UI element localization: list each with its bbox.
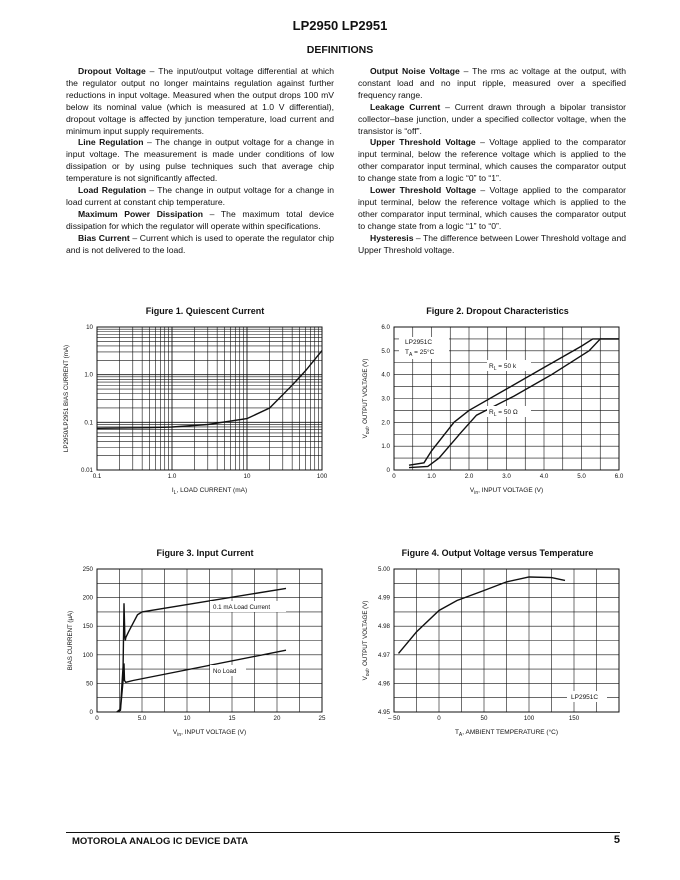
definition-paragraph [358, 102, 626, 138]
annotation-temp: $T_A = 25^\circ C$ [405, 349, 435, 358]
y-tick-label: 50 [86, 680, 93, 688]
page-number: 5 [613, 834, 620, 846]
x-tick-label: 3.0 [502, 473, 511, 480]
definition-term: Output Noise Voltage [370, 66, 460, 76]
x-axis-label: $I_L$, LOAD CURRENT (mA) [171, 487, 248, 496]
definition-text: – Voltage applied to the comparator input terminal, below the reference voltage which is applied to the other comparator input terminal, which causes the comparator output to change state from a logic “1” to “0”. [358, 185, 626, 231]
definition-text: – The difference between Lower Threshold voltage and Upper Threshold voltage. [358, 232, 626, 255]
series-label-noload: No Load [213, 668, 237, 675]
definition-text: – Voltage applied to the comparator input terminal, below the reference voltage which is applied to the other comparator input terminal, which causes the comparator output to change state from a logic “0” to “1”. [358, 137, 626, 184]
y-tick-label: 4.96 [377, 680, 390, 688]
y-tick-label: 4.97 [377, 651, 390, 659]
definition-paragraph [66, 209, 334, 233]
y-axis-label: $V_{out}$, OUTPUT VOLTAGE (V) [362, 600, 371, 681]
figure-2-dropout-characteristics [355, 306, 640, 506]
x-axis-label: $T_A$, AMBIENT TEMPERATURE (°C) [454, 729, 559, 738]
definition-paragraph [66, 66, 334, 137]
definition-term: Line Regulation [78, 137, 144, 148]
y-axis-label: $V_{out}$, OUTPUT VOLTAGE (V) [362, 358, 371, 439]
x-tick-label: 15 [228, 715, 236, 722]
definition-term: Maximum Power Dissipation [78, 208, 204, 219]
x-tick-label: 0.1 [92, 473, 102, 480]
x-tick-label: 50 [480, 715, 488, 722]
x-tick-label: 5.0 [137, 715, 147, 722]
y-tick-label: 6.0 [381, 324, 390, 331]
chart-svg [60, 306, 350, 506]
x-tick-label: – 50 [387, 715, 401, 722]
y-tick-label: 250 [82, 566, 93, 573]
y-tick-label: 0.1 [84, 419, 93, 427]
definition-paragraph [66, 137, 334, 185]
figure-3-input-current [60, 548, 350, 748]
y-tick-label: 10 [86, 324, 93, 331]
y-tick-label: 0.01 [80, 467, 93, 474]
y-tick-label: 4.95 [377, 709, 390, 716]
chart-title: Figure 1. Quiescent Current [145, 306, 265, 316]
chart-svg [355, 548, 640, 748]
definition-text: – The change in output voltage for a change in input voltage. The measurement is made under conditions of low dissipation or by using pulse techniques such that average chip temperature is not significantly affected. [66, 137, 335, 184]
x-tick-label: 0 [392, 473, 396, 480]
definition-text: – The input/output voltage differential at which the regulator output no longer maintains regulation against further reductions in input voltage. Measured when the output drops 100 mV below its nominal value (which is measured at 1.0 V differential), dropout voltage is affected by junction temperature, load current and minimum input supply requirements. [66, 66, 334, 136]
y-tick-label: 5.0 [381, 347, 390, 355]
x-tick-label: 0 [95, 715, 99, 722]
definition-paragraph [66, 233, 334, 257]
chart-title: Figure 2. Dropout Characteristics [426, 306, 569, 316]
plot-frame [97, 327, 322, 470]
series-label-load: 0.1 mA Load Current [213, 604, 271, 611]
definition-text: – The rms ac voltage at the output, with constant load and no input ripple, measured over a specified frequency range. [358, 66, 627, 100]
y-tick-label: 100 [82, 651, 93, 659]
x-tick-label: 20 [273, 715, 281, 722]
y-axis-label: BIAS CURRENT (µA) [67, 610, 74, 671]
section-title: DEFINITIONS [306, 44, 374, 56]
y-tick-label: 0 [386, 467, 390, 474]
definition-paragraph [66, 185, 334, 209]
chart-title: Figure 3. Input Current [156, 548, 254, 558]
chart-svg [355, 306, 640, 506]
definition-paragraph [358, 233, 626, 257]
y-tick-label: 1.0 [381, 443, 390, 451]
definition-text: – Current which is used to operate the regulator chip and is not delivered to the load. [66, 232, 334, 255]
definitions-left-column [66, 66, 334, 257]
definition-text: – The change in output voltage for a change in load current at constant chip temperature. [66, 185, 334, 207]
x-tick-label: 10 [243, 473, 251, 480]
definitions-right-column [358, 66, 626, 257]
footer-publication: MOTOROLA ANALOG IC DEVICE DATA [72, 836, 249, 847]
y-tick-label: 150 [82, 623, 93, 631]
x-tick-label: 0 [437, 715, 441, 722]
x-tick-label: 1.0 [167, 473, 177, 480]
x-tick-label: 10 [183, 715, 191, 722]
figure-4-output-voltage-vs-temperature [355, 548, 640, 748]
definition-term: Upper Threshold Voltage [370, 137, 476, 148]
definition-term: Hysteresis [370, 232, 414, 243]
x-tick-label: 1.0 [427, 473, 436, 480]
x-tick-label: 5.0 [577, 473, 586, 480]
x-tick-label: 100 [523, 715, 535, 722]
series-line-0 [399, 577, 566, 653]
definition-text: – The maximum total device dissipation for which the regulator will operate within specifications. [66, 208, 334, 231]
y-tick-label: 4.0 [381, 371, 390, 379]
definition-term: Bias Current [78, 232, 130, 243]
page-title: LP2950 LP2951 [292, 18, 388, 33]
series-line-0 [97, 351, 322, 429]
definition-term: Leakage Current [370, 101, 441, 112]
y-tick-label: 0 [89, 709, 93, 716]
x-axis-label: $V_{in}$, INPUT VOLTAGE (V) [172, 729, 247, 738]
x-tick-label: 150 [568, 715, 580, 722]
definition-paragraph [358, 66, 626, 102]
chart-title: Figure 4. Output Voltage versus Temperature [401, 548, 594, 558]
footer-rule [66, 832, 620, 833]
annotation-part: LP2951C [405, 339, 433, 346]
x-tick-label: 25 [318, 715, 326, 722]
x-axis-label: $V_{in}$, INPUT VOLTAGE (V) [469, 487, 544, 496]
series-label-50ohm: $R_L = 50$ Ω [489, 409, 518, 418]
grid [394, 569, 619, 712]
x-tick-label: 100 [316, 473, 328, 480]
chart-svg [60, 548, 350, 748]
grid [97, 569, 322, 712]
grid [97, 327, 322, 470]
definition-term: Load Regulation [78, 185, 147, 196]
figure-1-quiescent-current [60, 306, 350, 506]
x-tick-label: 2.0 [464, 473, 474, 480]
definition-term: Lower Threshold Voltage [370, 185, 476, 196]
series-label-50k: $R_L = 50$ k [489, 363, 517, 372]
y-axis-label: LP2950/LP2951 BIAS CURRENT (mA) [63, 344, 70, 453]
y-tick-label: 1.0 [84, 371, 93, 379]
y-tick-label: 3.0 [381, 395, 390, 403]
definition-paragraph [358, 137, 626, 185]
definition-text: – Current drawn through a bipolar transistor collector–base junction, under a specified collector voltage, when the transistor is “off”. [358, 101, 626, 136]
y-tick-label: 2.0 [381, 419, 390, 427]
y-tick-label: 4.98 [377, 623, 390, 631]
definition-term: Dropout Voltage [78, 66, 146, 76]
annotation-part: LP2951C [571, 694, 599, 701]
y-tick-label: 200 [82, 594, 93, 602]
y-tick-label: 5.00 [377, 566, 390, 573]
y-tick-label: 4.99 [377, 594, 390, 602]
definition-paragraph [358, 185, 626, 233]
x-tick-label: 4.0 [539, 473, 549, 480]
x-tick-label: 6.0 [614, 473, 624, 480]
